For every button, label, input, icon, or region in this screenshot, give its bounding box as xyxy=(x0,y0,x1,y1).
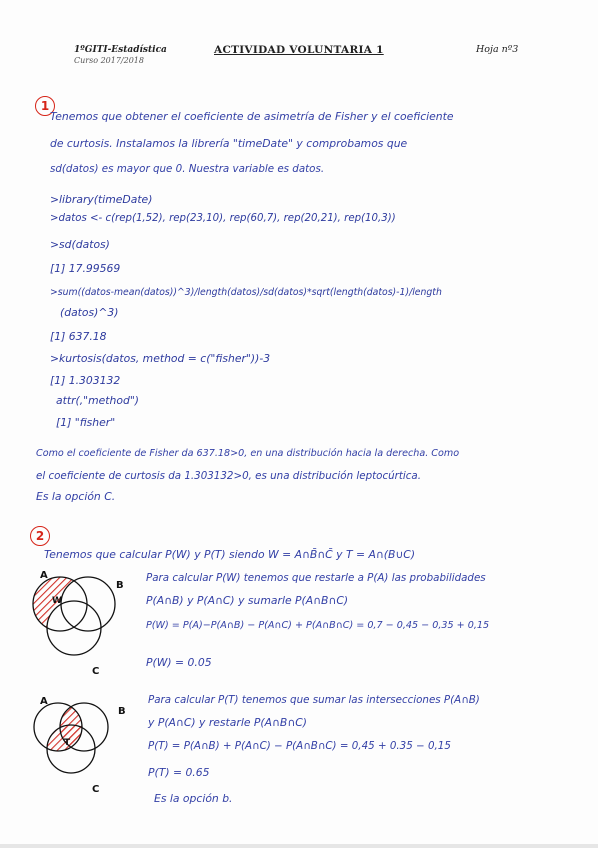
code-line-7: [1] 637.18 xyxy=(50,330,107,343)
code-line-3: >sd(datos) xyxy=(50,238,110,251)
w-line-2: P(A∩B) y P(A∩C) y sumarle P(A∩B∩C) xyxy=(146,594,349,607)
ex1-conclusion-line-3: Es la opción C. xyxy=(36,490,116,503)
venn1-label-w: W xyxy=(52,596,62,606)
t-line-3: P(T) = P(A∩B) + P(A∩C) − P(A∩B∩C) = 0,45 + 0.35 − 0,15 xyxy=(148,740,451,752)
code-line-4: [1] 17.99569 xyxy=(50,262,121,275)
code-line-8: >kurtosis(datos, method = c("fisher"))-3 xyxy=(50,352,271,365)
sheet-number: Hoja nº3 xyxy=(476,44,519,55)
code-line-5: >sum((datos-mean(datos))^3)/length(datos)/sd(datos)*sqrt(length(datos)-1)/length xyxy=(50,287,442,298)
course-year: Curso 2017/2018 xyxy=(74,56,144,65)
code-line-10: attr(,"method") xyxy=(56,394,140,407)
document-title: ACTIVIDAD VOLUNTARIA 1 xyxy=(214,44,384,56)
code-line-11: [1] "fisher" xyxy=(56,416,116,429)
w-line-1: Para calcular P(W) tenemos que restarle a P(A) las probabilidades xyxy=(146,572,486,584)
venn2-label-t: T xyxy=(64,738,71,748)
venn2-label-a: A xyxy=(40,696,48,707)
code-line-6: (datos)^3) xyxy=(60,306,119,319)
t-line-5: Es la opción b. xyxy=(154,792,233,805)
venn1-label-c: C xyxy=(92,666,100,677)
ex1-intro-line-1: Tenemos que obtener el coeficiente de asimetría de Fisher y el coeficiente xyxy=(50,110,454,123)
ex1-conclusion-line-1: Como el coeficiente de Fisher da 637.18>0, en una distribución hacia la derecha. Como xyxy=(36,448,460,459)
ex1-intro-line-2: de curtosis. Instalamos la librería "timeDate" y comprobamos que xyxy=(50,137,408,150)
t-line-1: Para calcular P(T) tenemos que sumar las intersecciones P(A∩B) xyxy=(148,694,480,706)
venn2-label-b: B xyxy=(118,706,126,717)
code-line-1: >library(timeDate) xyxy=(50,193,153,206)
venn1-label-b: B xyxy=(116,580,124,591)
exercise-2-number: 2 xyxy=(30,526,50,546)
venn1-label-a: A xyxy=(40,570,48,581)
ex1-intro-line-3: sd(datos) es mayor que 0. Nuestra variable es datos. xyxy=(50,163,325,175)
w-line-3: P(W) = P(A)−P(A∩B) − P(A∩C) + P(A∩B∩C) = 0,7 − 0,45 − 0,35 + 0,15 xyxy=(146,620,490,631)
ex2-intro: Tenemos que calcular P(W) y P(T) siendo W = A∩B̄∩C̄ y T = A∩(B∪C) xyxy=(44,548,416,561)
course-name: 1ºGITI-Estadística xyxy=(74,45,167,55)
venn-diagram-t xyxy=(30,692,130,802)
code-line-9: [1] 1.303132 xyxy=(50,374,121,387)
t-line-2: y P(A∩C) y restarle P(A∩B∩C) xyxy=(148,716,307,729)
venn2-label-c: C xyxy=(92,784,100,795)
code-line-2: >datos <- c(rep(1,52), rep(23,10), rep(60,7), rep(20,21), rep(10,3)) xyxy=(50,213,396,224)
w-line-4: P(W) = 0.05 xyxy=(146,656,212,669)
exercise-1-number: 1 xyxy=(35,96,55,116)
t-line-4: P(T) = 0.65 xyxy=(148,766,210,779)
ex1-conclusion-line-2: el coeficiente de curtosis da 1.303132>0, es una distribución leptocúrtica. xyxy=(36,470,422,482)
page-bottom-edge xyxy=(0,844,598,848)
